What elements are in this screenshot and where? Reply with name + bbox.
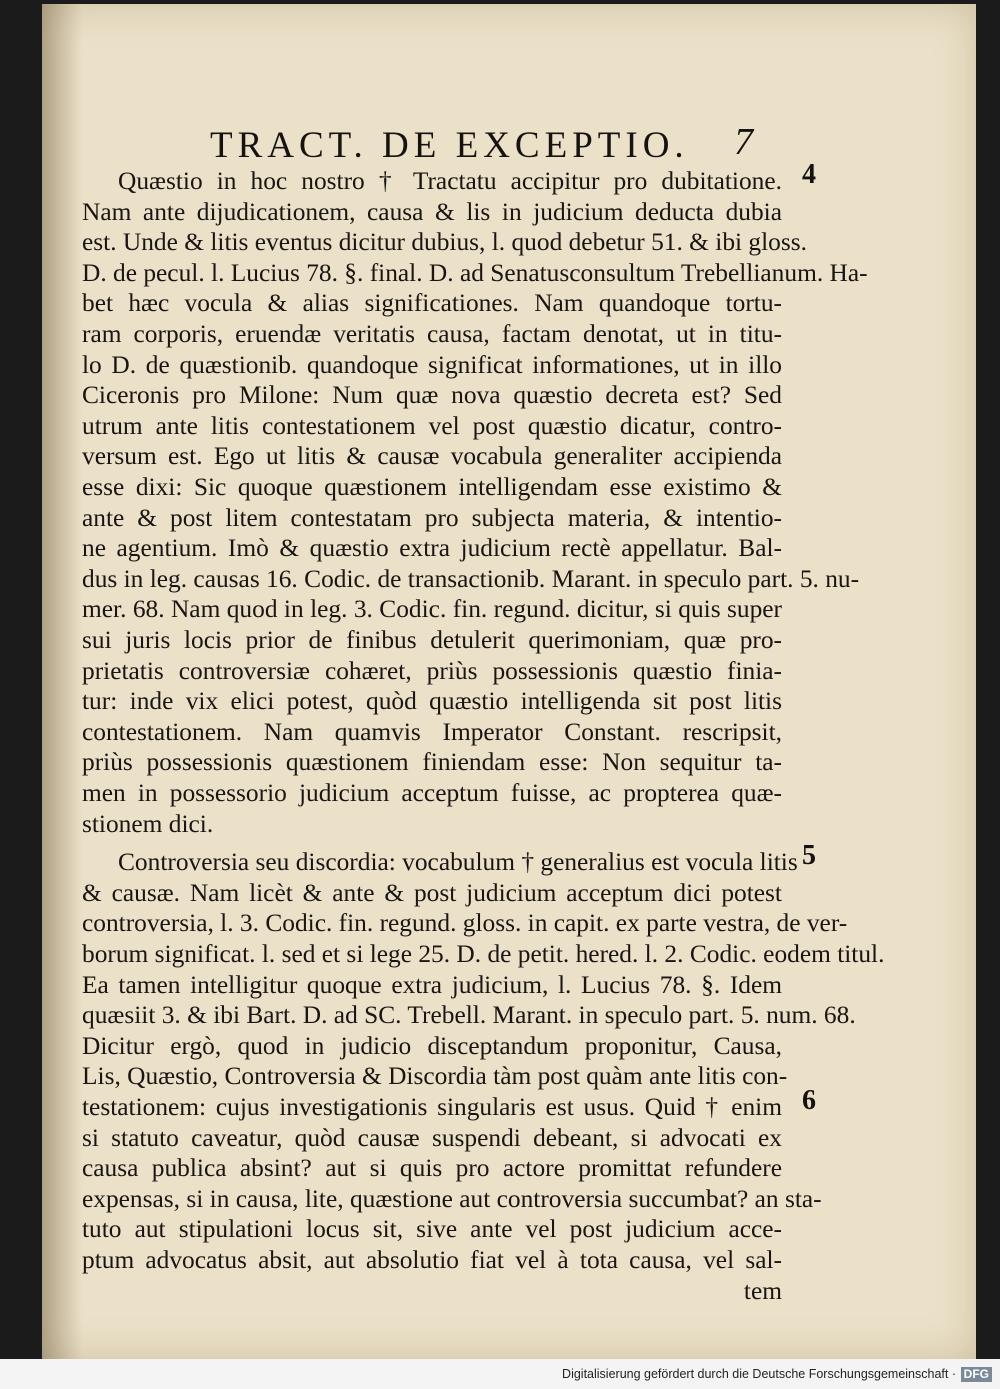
text-line: ante & post litem contestatam pro subjecta materia, & intentio- xyxy=(82,503,782,532)
book-page xyxy=(42,4,976,1359)
text-line: Nam ante dijudicationem, causa & lis in judicium deducta dubia xyxy=(82,197,782,226)
text-line: causa publica absint? aut si quis pro actore promittat refundere xyxy=(82,1154,782,1183)
text-line: controversia, l. 3. Codic. fin. regund. gloss. in capit. ex parte vestra, de ver- xyxy=(82,909,848,938)
text-line: testationem: cujus investigationis singularis est usus. Quid † enim xyxy=(82,1093,782,1121)
gutter-shadow xyxy=(42,4,82,1359)
text-line: & causæ. Nam licèt & ante & post judicium acceptum dici potest xyxy=(82,878,782,907)
text-line: Ea tamen intelligitur quoque extra judicium, l. Lucius 78. §. Idem xyxy=(82,970,782,999)
text-line: D. de pecul. l. Lucius 78. §. final. D. ad Senatusconsultum Trebellianum. Ha- xyxy=(82,258,868,287)
text-line: men in possessorio judicium acceptum fuisse, ac propterea quæ- xyxy=(82,779,782,807)
text-line: ne agentium. Imò & quæstio extra judicium rectè appellatur. Bal- xyxy=(82,534,782,563)
text-line: tuto aut stipulationi locus sit, sive ante vel post judicium acce- xyxy=(82,1215,782,1244)
text-line: ptum advocatus absit, aut absolutio fiat vel à tota causa, vel sal- xyxy=(82,1246,782,1274)
text-line: utrum ante litis contestationem vel post quæstio dicatur, contro- xyxy=(82,411,782,440)
text-line: stionem dici. xyxy=(82,809,214,838)
text-line: versum est. Ego ut litis & causæ vocabula generaliter accipienda xyxy=(82,442,782,471)
text-line: Ciceronis pro Milone: Num quæ nova quæstio decreta est? Sed xyxy=(82,381,782,410)
text-line: Lis, Quæstio, Controversia & Discordia tàm post quàm ante litis con- xyxy=(82,1062,788,1091)
text-line: tur: inde vix elici potest, quòd quæstio intelligenda sit post litis xyxy=(82,687,782,716)
margin-number: 4 xyxy=(802,159,816,190)
running-head: TRACT. DE EXCEPTIO. xyxy=(210,125,689,166)
text-line: quæsiit 3. & ibi Bart. D. ad SC. Trebell. Marant. in speculo part. 5. num. 68. xyxy=(82,1001,856,1030)
text-line: Quæstio in hoc nostro † Tractatu accipitur pro dubitatione. xyxy=(118,167,782,195)
text-line: lo D. de quæstionib. quandoque significat informationes, ut in illo xyxy=(82,350,782,379)
margin-number: 6 xyxy=(802,1085,816,1116)
footer-bar xyxy=(0,1359,1000,1389)
folio-number: 7 xyxy=(734,121,753,163)
text-line: mer. 68. Nam quod in leg. 3. Codic. fin. regund. dicitur, si quis super xyxy=(82,595,782,624)
text-line: si statuto caveatur, quòd causæ suspendi debeant, si advocati ex xyxy=(82,1123,782,1152)
catchword: tem xyxy=(743,1276,782,1305)
text-line: dus in leg. causas 16. Codic. de transactionib. Marant. in speculo part. 5. nu- xyxy=(82,564,860,593)
text-line: esse dixi: Sic quoque quæstionem intelligendam esse existimo & xyxy=(82,473,782,501)
text-line: ram corporis, eruendæ veritatis causa, factam denotat, ut in titu- xyxy=(82,320,782,348)
text-line: sui juris locis prior de finibus detulerit querimoniam, quæ pro- xyxy=(82,626,782,654)
text-line: expensas, si in causa, lite, quæstione aut controversia succumbat? an sta- xyxy=(82,1184,822,1213)
funding-credit: Digitalisierung gefördert durch die Deutsche Forschungsgemeinschaft · xyxy=(562,1367,956,1381)
text-line: est. Unde & litis eventus dicitur dubius, l. quod debetur 51. & ibi gloss. xyxy=(82,228,807,257)
margin-number: 5 xyxy=(802,840,816,872)
text-line: Dicitur ergò, quod in judicio disceptandum proponitur, Causa, xyxy=(82,1031,782,1060)
dfg-logo: DFG xyxy=(961,1367,992,1382)
text-line: contestationem. Nam quamvis Imperator Constant. rescripsit, xyxy=(82,717,782,746)
text-line: bet hæc vocula & alias significationes. Nam quandoque tortu- xyxy=(82,289,782,318)
text-line: priùs possessionis quæstionem finiendam esse: Non sequitur ta- xyxy=(82,748,782,777)
text-line: borum significat. l. sed et si lege 25. D. de petit. hered. l. 2. Codic. eodem titul. xyxy=(82,940,885,968)
text-line: Controversia seu discordia: vocabulum † generalius est vocula litis xyxy=(118,848,798,877)
text-line: prietatis controversiæ cohæret, priùs possessionis quæstio finia- xyxy=(82,656,782,685)
